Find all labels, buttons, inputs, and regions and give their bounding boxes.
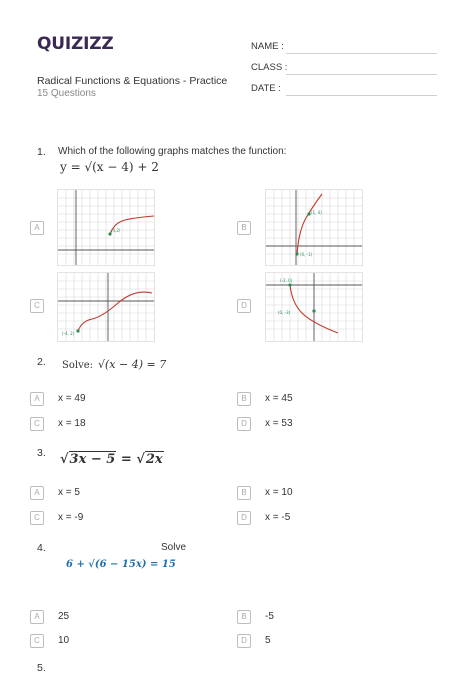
question-3-right-radicand: 2x [145,452,163,467]
class-label: CLASS : [251,62,288,73]
q1-option-c-box[interactable]: C [30,299,44,313]
question-4-math: 6 + √(6 − 15x) = 15 [66,559,176,570]
q3-option-b-text[interactable]: x = 10 [265,487,293,498]
question-2-number: 2. [37,356,46,368]
q3-option-b-box[interactable]: B [237,486,251,500]
sqrt-symbol-icon: √ [60,452,69,467]
date-label: DATE : [251,83,281,94]
question-1-text: Which of the following graphs matches the function: [58,146,287,157]
q1-option-d-box[interactable]: D [237,299,251,313]
q2-option-b-box[interactable]: B [237,392,251,406]
q3-option-d-box[interactable]: D [237,511,251,525]
q1a-point-label: (4,2) [111,228,121,233]
q1b-point-label-1: (1, 4) [311,210,322,215]
worksheet-title: Radical Functions & Equations - Practice [37,75,228,87]
q4-option-a-text[interactable]: 25 [58,611,70,622]
name-label: NAME : [251,41,284,52]
q1d-point-label-2: (0, -3) [278,310,291,315]
question-1-math: y = √(x − 4) + 2 [60,160,159,174]
question-4-number: 4. [37,542,46,554]
q2-option-c-text[interactable]: x = 18 [58,418,86,429]
question-3-left-radicand: 3x − 5 [69,452,116,467]
q3-option-d-text[interactable]: x = -5 [265,512,291,523]
q2-option-a-box[interactable]: A [30,392,44,406]
question-count: 15 Questions [37,88,96,99]
q4-option-b-box[interactable]: B [237,610,251,624]
name-line[interactable] [286,53,437,54]
q1d-point-label-1: (-2, 0) [280,278,293,283]
q1b-point-label-2: (0, -1) [300,252,313,257]
q4-option-b-text[interactable]: -5 [265,611,274,622]
q2-option-a-text[interactable]: x = 49 [58,393,86,404]
q3-option-c-text[interactable]: x = -9 [58,512,84,523]
q4-option-d-text[interactable]: 5 [265,635,271,646]
q1-option-a-graph[interactable] [57,189,155,266]
q1c-point-label: (-4, 2) [62,331,75,336]
q2-option-b-text[interactable]: x = 45 [265,393,293,404]
q1-option-a-box[interactable]: A [30,221,44,235]
q3-option-c-box[interactable]: C [30,511,44,525]
question-1-number: 1. [37,146,46,158]
q1-option-d-graph[interactable] [265,272,363,342]
q3-option-a-box[interactable]: A [30,486,44,500]
quizizz-logo: QUIZIZZ [37,34,114,54]
q1-option-b-box[interactable]: B [237,221,251,235]
class-line[interactable] [286,74,437,75]
q2-option-c-box[interactable]: C [30,417,44,431]
q4-option-c-box[interactable]: C [30,634,44,648]
question-2-math: √(x − 4) = 7 [98,358,167,371]
q4-option-d-box[interactable]: D [237,634,251,648]
q2-option-d-box[interactable]: D [237,417,251,431]
question-3-math [60,452,164,467]
q2-option-d-text[interactable]: x = 53 [265,418,293,429]
q1-option-c-graph[interactable] [57,272,155,342]
q4-option-a-box[interactable]: A [30,610,44,624]
date-line[interactable] [286,95,437,96]
question-5-number: 5. [37,662,46,674]
question-4-label: Solve [161,542,187,553]
question-3-number: 3. [37,447,46,459]
q4-option-c-text[interactable]: 10 [58,635,70,646]
question-2-label: Solve: [62,360,94,371]
sqrt-symbol-icon: √ [136,452,145,467]
equals-sign: = [120,452,132,467]
q3-option-a-text[interactable]: x = 5 [58,487,80,498]
q1-option-b-graph[interactable] [265,189,363,266]
